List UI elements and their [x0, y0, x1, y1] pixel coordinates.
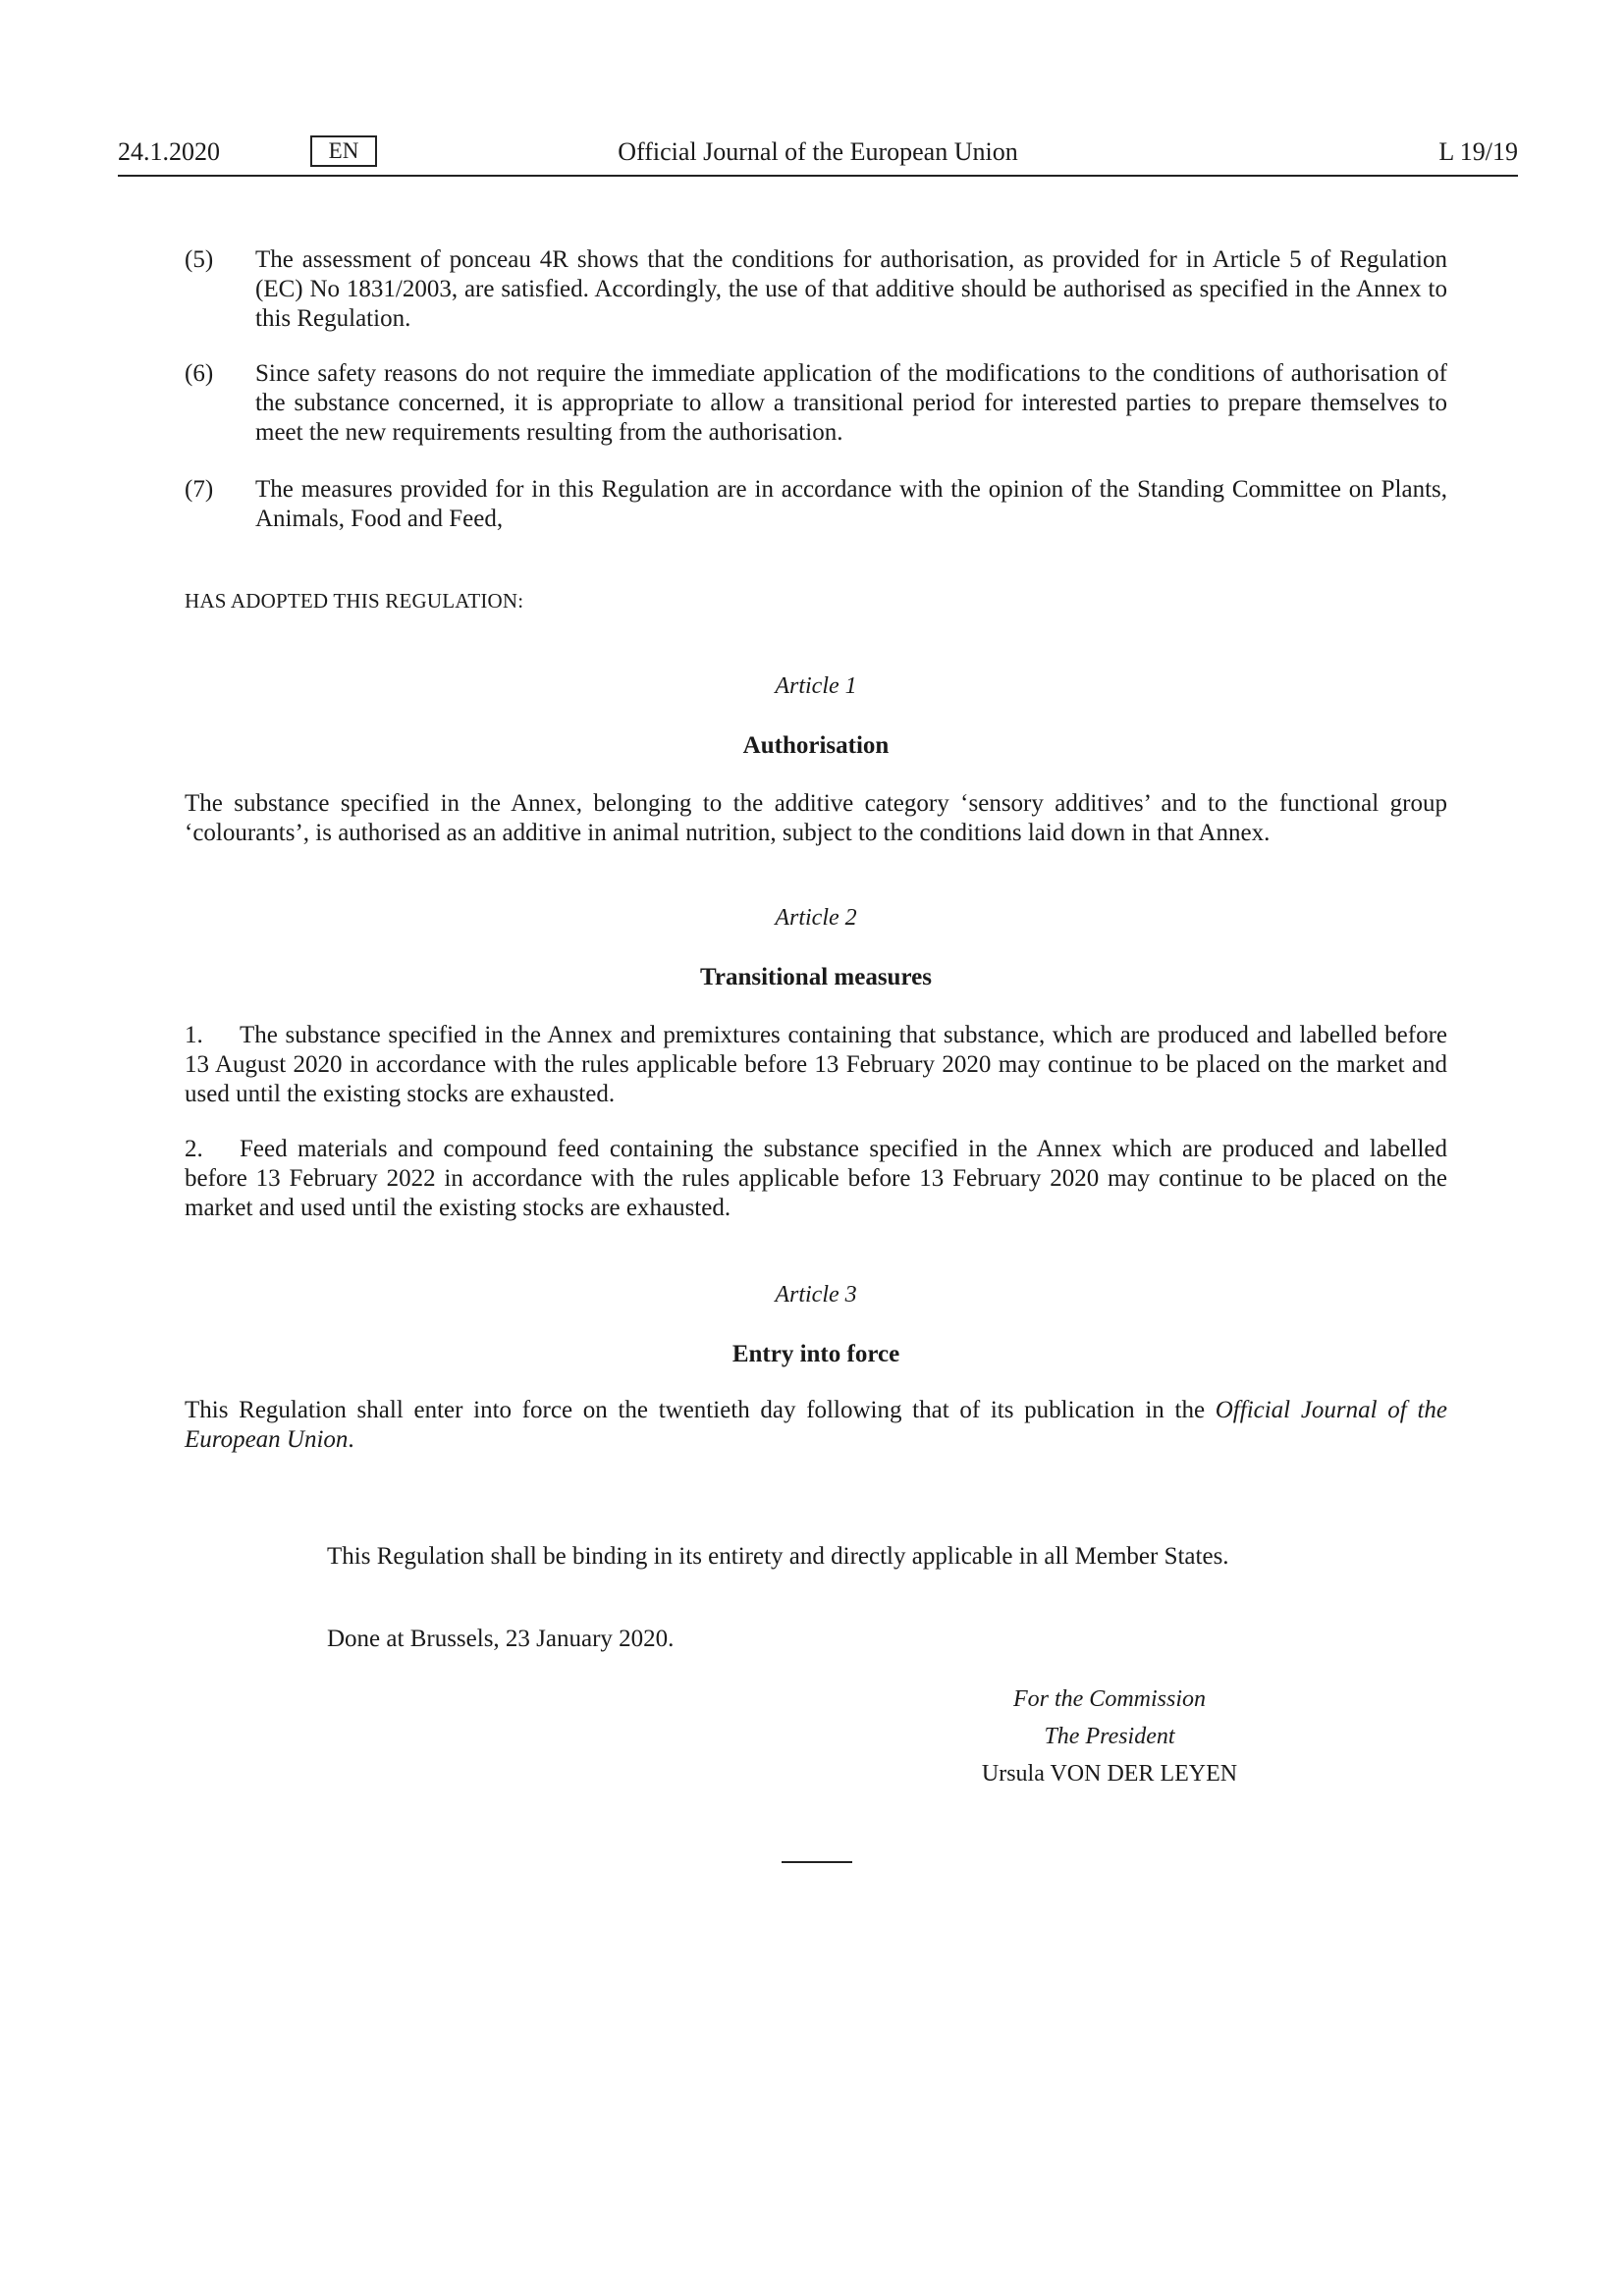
journal-title: Official Journal of the European Union: [618, 137, 1018, 166]
recital-number: (6): [185, 360, 214, 387]
adopted-statement: HAS ADOPTED THIS REGULATION:: [185, 589, 524, 613]
article-1-label: Article 1: [775, 673, 857, 699]
article-3-title: Entry into force: [731, 1341, 900, 1367]
recital-number: (5): [185, 246, 214, 273]
article-3-text-after: .: [348, 1426, 354, 1453]
article-2-paragraph-2: [185, 1135, 1447, 1223]
recital-7: [185, 475, 1447, 534]
done-at-statement: Done at Brussels, 23 January 2020.: [327, 1626, 675, 1652]
publication-date: 24.1.2020: [118, 137, 220, 166]
recital-text: The measures provided for in this Regulation are in accordance with the opinion of the Standing Committee on Plants, Animals, Food and Feed,: [255, 476, 1447, 532]
paragraph-number: 2.: [185, 1136, 203, 1162]
article-2-paragraph-1: [185, 1021, 1447, 1109]
article-1-title: Authorisation: [742, 732, 890, 759]
language-badge: EN: [310, 135, 377, 167]
page-reference: L 19/19: [1438, 137, 1518, 166]
signature-for: For the Commission: [1012, 1686, 1206, 1712]
page-header: [118, 133, 1518, 177]
article-2-label: Article 2: [775, 905, 857, 931]
paragraph-number: 1.: [185, 1022, 203, 1048]
article-3-text: [185, 1396, 1447, 1455]
recital-text: Since safety reasons do not require the immediate application of the modifications to the conditions of authorisation of the substance concerned, it is appropriate to allow a transitional period for interested parties to prepare themselves to meet the new requirements resulting from the authorisation.: [255, 360, 1447, 446]
recital-6: [185, 359, 1447, 448]
recital-text: The assessment of ponceau 4R shows that the conditions for authorisation, as provided for in Article 5 of Regulation (EC) No 1831/2003, are satisfied. Accordingly, the use of that additive should be authorised as specified in the Annex to this Regulation.: [255, 246, 1447, 332]
paragraph-text: Feed materials and compound feed containing the substance specified in the Annex which are produced and labelled before 13 February 2022 in accordance with the rules applicable before 13 February 2020 may continue to be placed on the market and used until the existing stocks are exhausted.: [185, 1136, 1447, 1221]
recital-number: (7): [185, 476, 214, 503]
article-1-text: The substance specified in the Annex, belonging to the additive category ‘sensory additives’ and to the functional group ‘colourants’, is authorised as an additive in animal nutrition, subject to the conditions laid down in that Annex.: [185, 790, 1447, 846]
binding-statement: This Regulation shall be binding in its entirety and directly applicable in all Member States.: [327, 1543, 1229, 1570]
signature-role: The President: [1044, 1724, 1175, 1749]
recital-5: [185, 245, 1447, 334]
paragraph-text: The substance specified in the Annex and premixtures containing that substance, which are produced and labelled before 13 August 2020 in accordance with the rules applicable before 13 February 2020 may continue to be placed on the market and used until the existing stocks are exhausted.: [185, 1022, 1447, 1107]
signature-name: Ursula VON DER LEYEN: [981, 1761, 1238, 1787]
article-2-title: Transitional measures: [700, 964, 932, 990]
article-3-text-before: This Regulation shall enter into force on the twentieth day following that of its publication in the: [185, 1397, 1216, 1423]
article-3-label: Article 3: [775, 1282, 857, 1308]
journal-citation: Official Journal of the European Union: [185, 1397, 1447, 1453]
end-rule: [782, 1861, 852, 1863]
